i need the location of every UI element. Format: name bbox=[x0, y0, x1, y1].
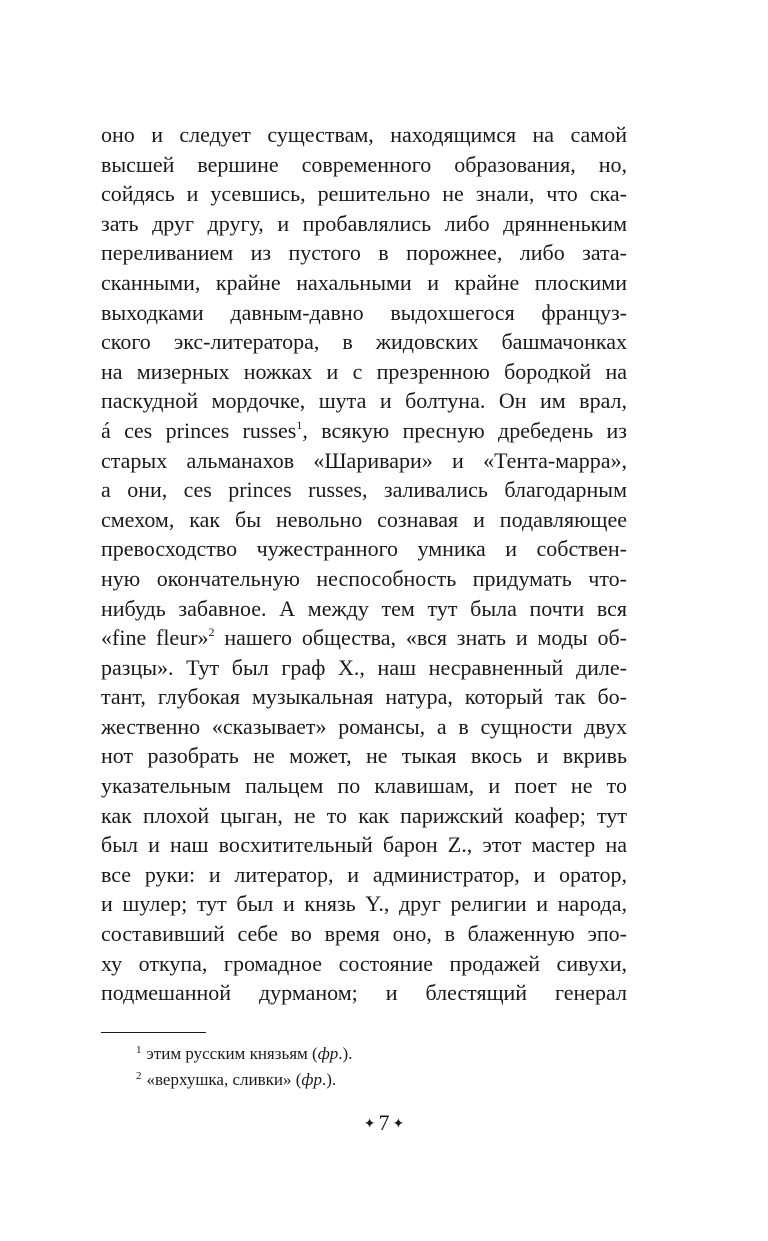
text-line: указательным пальцем по клавишам, и поет не то bbox=[101, 773, 627, 799]
footnote-text: «верхушка, сливки» ( bbox=[146, 1070, 302, 1089]
footnotes bbox=[136, 1042, 352, 1094]
text-line: ского экс-литератора, в жидовских башмачонках bbox=[101, 329, 627, 355]
text-line: разцы». Тут был граф X., наш несравненный диле- bbox=[101, 654, 627, 680]
text-line: зать друг другу, и пробавлялись либо дрянненьким bbox=[101, 210, 627, 236]
footnote-mark: 1 bbox=[136, 1044, 142, 1056]
page-number-value: 7 bbox=[378, 1110, 390, 1135]
footnote-reference: 1 bbox=[296, 417, 303, 432]
text-line: смехом, как бы невольно сознавая и подавляющее bbox=[101, 506, 627, 532]
text-segment: , всякую пресную дребедень из bbox=[302, 417, 627, 443]
text-line: нот разобрать не может, не тыкая вкось и вкривь bbox=[101, 743, 627, 769]
page-number bbox=[0, 1108, 768, 1142]
text-line: выходками давным-давно выдохшегося француз- bbox=[101, 299, 627, 325]
text-line: высшей вершине современного образования, но, bbox=[101, 151, 627, 177]
text-segment: á ces princes russes bbox=[101, 417, 297, 443]
text-line: паскудной мордочке, шута и болтуна. Он им врал, bbox=[101, 388, 627, 414]
text-line: составивший себе во время оно, в блаженную эпо- bbox=[101, 921, 627, 947]
footnote-text: этим русским князьям ( bbox=[146, 1044, 318, 1063]
text-line: как плохой цыган, не то как парижский коафер; тут bbox=[101, 802, 627, 828]
text-line: старых альманахов «Шаривари» и «Тента-марра», bbox=[101, 447, 627, 473]
text-line: оно и следует существам, находящимся на самой bbox=[101, 122, 627, 147]
text-line: был и наш восхитительный барон Z., этот мастер на bbox=[101, 832, 627, 858]
footnote bbox=[136, 1068, 352, 1094]
footnote-tail: .). bbox=[338, 1044, 353, 1063]
footnote-rule bbox=[101, 1032, 206, 1033]
text-line bbox=[101, 623, 627, 653]
footnote-tail: .). bbox=[321, 1070, 337, 1089]
text-line: превосходство чужестранного умника и собствен- bbox=[101, 536, 627, 562]
text-line: тант, глубокая музыкальная натура, который так бо- bbox=[101, 684, 627, 710]
text-line bbox=[101, 416, 627, 446]
text-line: а они, ces princes russes, заливались благодарным bbox=[101, 477, 627, 503]
text-line: ную окончательную неспособность придумать что- bbox=[101, 565, 627, 591]
footnote-mark: 2 bbox=[136, 1070, 142, 1082]
text-line: на мизерных ножках и с презренною бородкой на bbox=[101, 358, 627, 384]
footnote bbox=[136, 1042, 352, 1068]
right-ornament-icon: ✦ bbox=[392, 1117, 405, 1132]
text-segment: «fine fleur» bbox=[101, 625, 209, 651]
left-ornament-icon: ✦ bbox=[363, 1117, 376, 1132]
footnote-italic: фр bbox=[301, 1070, 322, 1089]
text-line: все руки: и литератор, и администратор, и оратор, bbox=[101, 861, 627, 887]
text-line: сойдясь и усевшись, решительно не знали, что ска- bbox=[101, 181, 627, 207]
text-segment: нашего общества, «вся знать и моды об- bbox=[214, 625, 627, 651]
text-line: и шулер; тут был и князь Y., друг религии и народа, bbox=[101, 891, 627, 917]
text-line: сканными, крайне нахальными и крайне плоскими bbox=[101, 269, 627, 295]
text-line: переливанием из пустого в порожнее, либо зата- bbox=[101, 240, 627, 266]
text-line: нибудь забавное. А между тем тут была почти вся bbox=[101, 595, 627, 621]
text-line: ху откупа, громадное состояние продажей сивухи, bbox=[101, 950, 627, 976]
text-line: подмешанной дурманом; и блестящий генерал bbox=[101, 980, 627, 1006]
footnote-italic: фр bbox=[317, 1044, 339, 1063]
text-line: жественно «сказывает» романсы, а в сущности двух bbox=[101, 713, 627, 739]
footnote-reference: 2 bbox=[208, 625, 215, 640]
body-text bbox=[101, 120, 627, 1008]
